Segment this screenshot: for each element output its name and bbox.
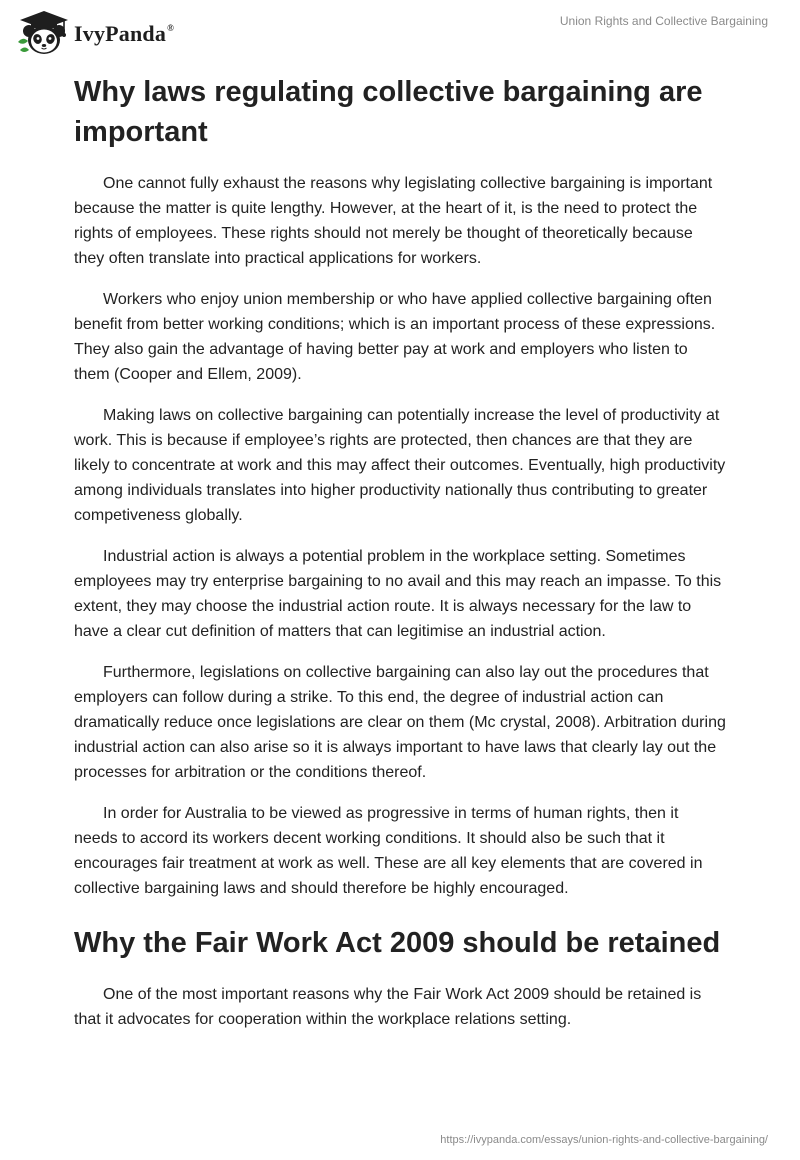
registered-mark: ® <box>167 23 175 33</box>
paragraph: One cannot fully exhaust the reasons why legislating collective bargaining is important because the matter is quite lengthy. However, at the heart of it, is the need to protect the rights of employees. These rights should not merely be thought of theoretically because they often translate into practical applications for workers. <box>74 175 713 267</box>
paragraph: Industrial action is always a potential problem in the workplace setting. Sometimes employees may try enterprise bargaining to no avail and this may reach an impasse. To this extent, they may choose the industrial action route. It is always necessary for the law to have a clear cut definition of matters that can legitimise an industrial action. <box>74 548 722 640</box>
essay-content <box>74 72 726 1048</box>
ivypanda-logo[interactable] <box>14 8 174 56</box>
paragraph: One of the most important reasons why the Fair Work Act 2009 should be retained is that it advocates for cooperation within the workplace relations setting. <box>74 986 702 1028</box>
section-heading: Why the Fair Work Act 2009 should be retained <box>74 927 721 959</box>
brand-name: IvyPanda® <box>74 21 175 46</box>
section-heading: Why laws regulating collective bargaining are important <box>74 76 703 148</box>
source-url[interactable]: https://ivypanda.com/essays/union-rights-and-collective-bargaining/ <box>440 1134 768 1146</box>
paragraph: Workers who enjoy union membership or who have applied collective bargaining often benefit from better working conditions; which is an important process of these expressions. They also gain the advantage of having better pay at work and employers who listen to them (Cooper and Ellem, 2009). <box>74 291 716 383</box>
paragraph: In order for Australia to be viewed as progressive in terms of human rights, then it needs to accord its workers decent working conditions. It should also be such that it encourages fair treatment at work as well. These are all key elements that are covered in collective bargaining laws and should therefore be highly encouraged. <box>74 805 703 897</box>
page-header <box>0 0 800 60</box>
paragraph: Furthermore, legislations on collective bargaining can also lay out the procedures that employers can follow during a strike. To this end, the degree of industrial action can dramatically reduce once legislations are clear on them (Mc crystal, 2008). Arbitration during industrial action can also arise so it is always important to have laws that clearly lay out the processes for arbitration or the conditions thereof. <box>74 664 726 781</box>
panda-graduate-icon <box>14 8 70 56</box>
paragraph: Making laws on collective bargaining can potentially increase the level of productivity at work. This is because if employee’s rights are protected, then chances are that they are likely to concentrate at work and this may affect their outcomes. Eventually, high productivity among individuals translates into higher productivity nationally thus contributing to greater competiveness globally. <box>74 407 726 524</box>
document-title: Union Rights and Collective Bargaining <box>559 14 768 28</box>
